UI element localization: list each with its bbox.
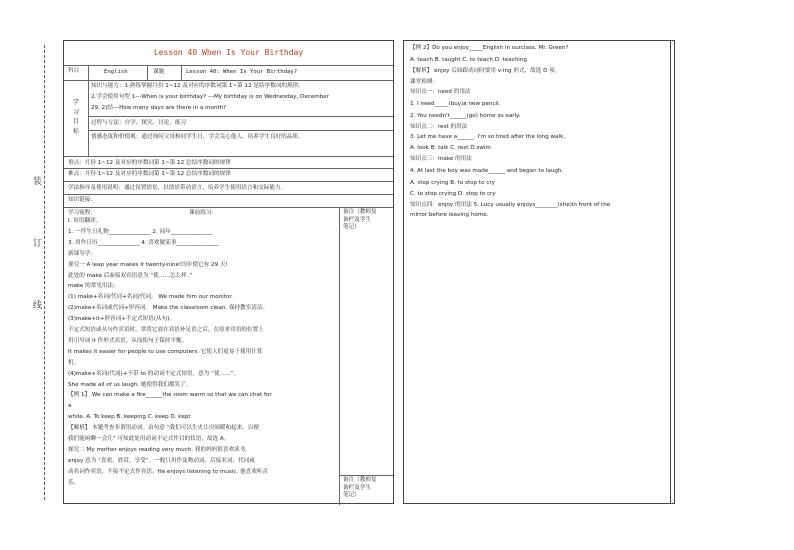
- divider: [64, 65, 393, 66]
- divider: [147, 65, 148, 80]
- test-line: 知识点四：enjoy 的用法 5. Lucy usually enjoys________(she)in front of the: [410, 202, 611, 208]
- right-page: [403, 40, 675, 504]
- binding-char-xian: 线: [33, 301, 43, 311]
- lesson-line: 1. 一件生日礼物_______________ 2. 同年_______________: [68, 228, 213, 235]
- goal-line: 过程与方法：自学、探究、讨论、练习: [91, 120, 187, 126]
- binding-char-zhuang: 装: [33, 177, 43, 187]
- divider: [64, 168, 393, 169]
- lesson-line: 我们能闲聊一会儿” 可知此处用动词不定式作目的状语，故选 A。: [68, 436, 230, 442]
- lesson-line: 此处的 make 后面接双宾语意为 “使……怎么样。”: [68, 272, 193, 279]
- lesson-line: 新课导学：: [68, 250, 96, 257]
- test-line: 2. You needn't______(go) home so early.: [410, 113, 521, 119]
- difficulty: 难点：月份 1~12 及对应的序数词第 1~第 12 总结序数词的规律: [68, 171, 231, 177]
- lesson-line: 乐。: [68, 479, 80, 486]
- goal-line: 29. 2)结---How many days are there in a month?: [91, 105, 227, 111]
- knowledge-link: 知识链接：: [68, 197, 96, 203]
- lesson-line: 3. 用作日历_______________ 4. 喜欢做某事_______________: [68, 239, 219, 246]
- topic-label: 课题: [153, 69, 165, 75]
- lesson-line: (3)make+it+形容词+不定式短语(从句)。: [68, 316, 175, 323]
- lesson-line: (4)make+名词(代词)+不带 to 的动词不定式短语，意为 “使……”。: [68, 370, 240, 377]
- lesson-line: It makes it easier for people to use computers. 它使人们更易于使用计算: [68, 348, 263, 355]
- lesson-line: a: [68, 403, 72, 410]
- binding-dashed-line: [44, 45, 45, 500]
- test-line: 【解析】 enjoy 后面跟动词时要用 v-ing 形式，故选 D 项。: [410, 68, 561, 74]
- goal-line: 2.学会使用句型 1---When is your birthday? ---My birthday is on Wednesday, December: [91, 94, 330, 100]
- test-line: A. stop crying B. to stop to cry: [410, 180, 495, 186]
- lesson-line: 探究二 My mother enjoys reading very much. 我的妈妈很喜欢读书。: [68, 446, 251, 453]
- divider: [88, 116, 393, 117]
- lesson-line: while. A. To keep B. keeping C. keep D. kept: [68, 414, 191, 421]
- divider: [181, 65, 182, 80]
- goal-line: 情感态度和价值观：通过询问父母和同学生日，学会关心他人，培养学生良好的品质。: [91, 134, 304, 140]
- subject-label: 科目: [68, 68, 80, 74]
- goal-line: 知识与能力：1.熟练掌握月份 1~12 及对应的序数词第 1~第 12 是结序数词的规律。: [91, 83, 304, 89]
- test-line: 3. Let me have a______. I'm so tired after the long walk.: [410, 134, 566, 140]
- test-line: A. look B. talk C. rest D.swim: [410, 145, 491, 151]
- divider: [339, 475, 393, 476]
- lesson-line: 不定式短语或从句作宾语时，常将它放在宾语补足语之后，在原来宾语的位置上: [68, 327, 264, 333]
- divider: [339, 207, 340, 505]
- lesson-line: enjoy 意为 “喜欢，欣赏，享受”。一般只用作及物动词，后接名词、代词或: [68, 457, 255, 464]
- lesson-line: 用引导词 it 作形式宾语，从而使句子保持平衡。: [68, 337, 188, 344]
- divider: [88, 65, 89, 80]
- lesson-line: I. 短语翻译。: [68, 218, 102, 224]
- divider: [88, 80, 89, 156]
- lesson-line: 探究一 A leap year makes it twenty-nine!闰年使它有 29 天!: [68, 261, 228, 268]
- topic-value: Lesson 40: When Is Your Birthday?: [186, 69, 298, 75]
- note-column-header-2: 备注（教师复 备栏及学生 笔记）: [343, 477, 377, 498]
- lesson-line: 【解析】 本题考查非谓语动词。由句意 “我们可以生火让房间暖和起来，以便: [68, 425, 260, 432]
- flow-label: 学习流程：: [68, 210, 96, 216]
- divider: [670, 41, 674, 503]
- lesson-line: 机。: [68, 359, 80, 366]
- test-line: mirror before leaving home.: [410, 212, 489, 218]
- note-column-header: 备注（教师复 备栏及学生 笔记）: [343, 209, 377, 230]
- lesson-line: She made all of us laugh. 她使得我们都笑了。: [68, 381, 192, 388]
- goals-label: 学 习 目 标: [72, 99, 79, 135]
- divider: [64, 80, 393, 81]
- test-line: 【例 2】Do you enjoy_____English in ourclass, Mr. Green?: [410, 45, 569, 51]
- test-line: 1. I need_____(buy)a new pencil.: [410, 101, 501, 107]
- binding-char-ding: 订: [33, 239, 43, 249]
- divider: [64, 156, 393, 157]
- divider: [64, 181, 393, 182]
- lesson-line: 动名词作宾语，不接不定式作宾语。He enjoys listening to music. 他喜欢听音: [68, 468, 268, 475]
- divider: [64, 207, 393, 208]
- test-line: 知识点二：rest 的用法: [410, 124, 468, 130]
- test-line: C. to stop crying D. stop to cry: [410, 191, 496, 197]
- test-line: 4. At last the boy was made______ and began to laugh.: [410, 168, 564, 174]
- test-line: A. teach B. taught C. to teach D. teaching: [410, 57, 527, 63]
- lesson-line: make 的常见用法：: [68, 283, 119, 290]
- test-line: 课堂检测：: [410, 79, 438, 85]
- left-page: [63, 40, 394, 504]
- lesson-line: 【例 1】 We can make a fire______the room warm so that we can chat for: [68, 392, 272, 399]
- study-method: 学法指导及使用说明：通过设置情景，以情景带动语言，培养学生使用语言和交际能力。: [68, 185, 287, 191]
- key-point: 重点：月份 1~12 及对应的序数词第 1~第 12 总结序数词的规律: [68, 160, 231, 166]
- page-title: Lesson 40 When Is Your Birthday: [153, 48, 304, 57]
- lesson-line: (2)make+名词或代词+形容词。 Make the classroom clean. 保持教室清洁。: [68, 305, 269, 312]
- lesson-line: (1) make+名词/代词+名词/代词。 We made him our monitor.: [68, 294, 233, 301]
- test-line: 知识点一：need 的用法: [410, 89, 471, 95]
- practice-label: 课前练习：: [189, 210, 217, 216]
- divider: [64, 194, 393, 195]
- subject-value: English: [104, 69, 128, 75]
- test-line: 知识点三：make 的用法: [410, 156, 472, 162]
- divider: [88, 130, 393, 131]
